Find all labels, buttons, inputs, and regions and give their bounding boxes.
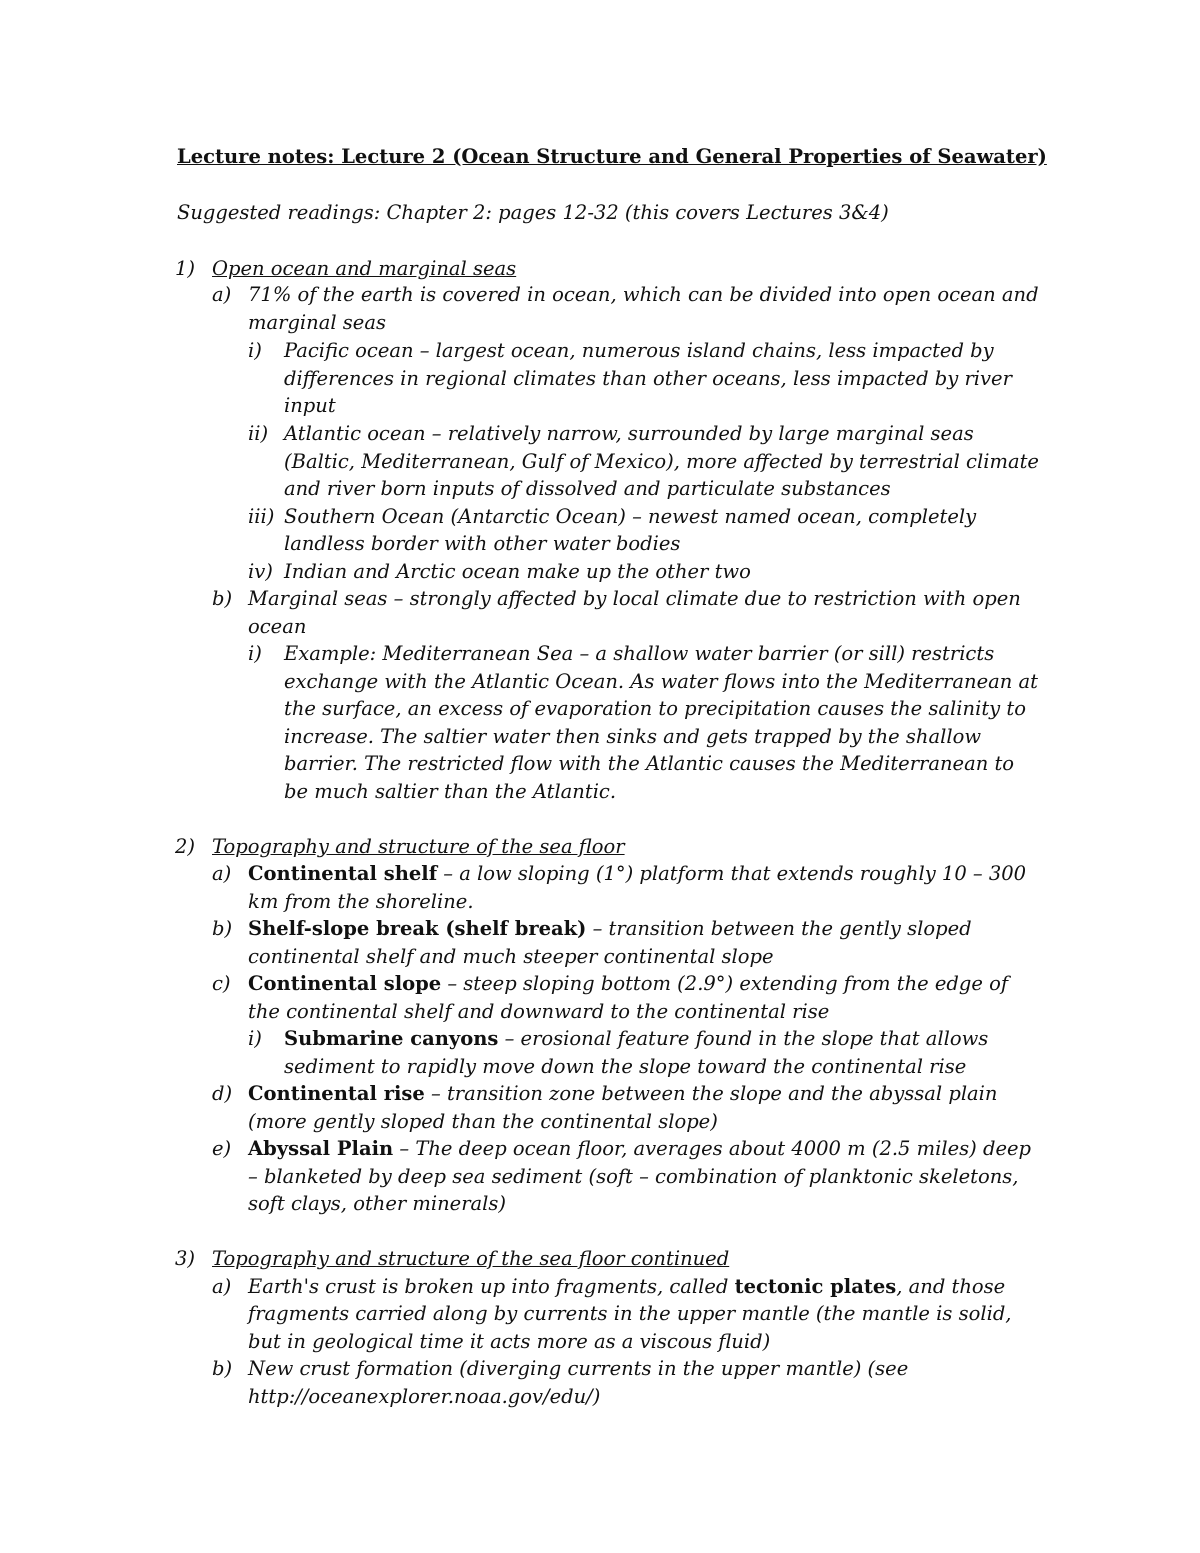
term: Abyssal Plain (248, 1137, 394, 1160)
subitem-text: the surface, an excess of evaporation to precipitation causes the salinity to (284, 697, 1026, 720)
definition: – a low sloping (1°) platform that extends roughly 10 – 300 (437, 862, 1027, 885)
page-title: Lecture notes: Lecture 2 (Ocean Structure and General Properties of Seawater) (177, 145, 1047, 168)
subitem-text: be much saltier than the Atlantic. (284, 780, 617, 803)
item-text (248, 915, 972, 943)
term: Continental slope (248, 972, 442, 995)
subitem-text: Indian and Arctic ocean make up the other two (284, 560, 751, 583)
subitem-text: (Baltic, Mediterranean, Gulf of Mexico), more affected by terrestrial climate (284, 450, 1039, 473)
section-number: 3) (175, 1247, 196, 1270)
definition: – transition zone between the slope and the abyssal plain (424, 1082, 998, 1105)
item-label: b) (212, 1357, 233, 1380)
item-text: 71% of the earth is covered in ocean, which can be divided into open ocean and (248, 283, 1039, 306)
subitem-text: and river born inputs of dissolved and particulate substances (284, 477, 891, 500)
subitem-label: ii) (248, 422, 269, 445)
text-segment: , and those (896, 1275, 1006, 1298)
item-text (248, 1135, 1031, 1163)
item-text: marginal seas (248, 311, 386, 334)
item-text: but in geological time it acts more as a viscous fluid) (248, 1330, 771, 1353)
item-text: continental shelf and much steeper continental slope (248, 945, 774, 968)
subitem-label: i) (248, 1027, 262, 1050)
section-number: 1) (175, 257, 196, 280)
definition: – steep sloping bottom (2.9°) extending from the edge of (441, 972, 1009, 995)
item-label: a) (212, 283, 232, 306)
subitem-label: iv) (248, 560, 273, 583)
subitem-label: i) (248, 339, 262, 362)
term: Continental shelf (248, 862, 438, 885)
definition: – The deep ocean floor, averages about 4000 m (2.5 miles) deep (393, 1137, 1032, 1160)
item-text: – blanketed by deep sea sediment (soft – combination of planktonic skeletons, (248, 1165, 1019, 1188)
subitem-text: input (284, 394, 336, 417)
subitem-text (284, 1025, 988, 1053)
subitem-text: landless border with other water bodies (284, 532, 681, 555)
definition: – transition between the gently sloped (586, 917, 972, 940)
subitem-label: i) (248, 642, 262, 665)
suggested-readings: Suggested readings: Chapter 2: pages 12-32 (this covers Lectures 3&4) (177, 201, 889, 224)
item-text: km from the shoreline. (248, 890, 474, 913)
subitem-text: Pacific ocean – largest ocean, numerous island chains, less impacted by (284, 339, 994, 362)
subitem-text: barrier. The restricted flow with the Atlantic causes the Mediterranean to (284, 752, 1015, 775)
definition: – erosional feature found in the slope that allows (498, 1027, 989, 1050)
item-text: Marginal seas – strongly affected by local climate due to restriction with open (248, 587, 1021, 610)
item-text (248, 860, 1026, 888)
subitem-text: Atlantic ocean – relatively narrow, surrounded by large marginal seas (284, 422, 974, 445)
item-text: fragments carried along by currents in the upper mantle (the mantle is solid, (248, 1302, 1012, 1325)
item-label: a) (212, 1275, 232, 1298)
subitem-text: Example: Mediterranean Sea – a shallow water barrier (or sill) restricts (284, 642, 995, 665)
subitem-text: increase. The saltier water then sinks and gets trapped by the shallow (284, 725, 982, 748)
item-text: the continental shelf and downward to the continental rise (248, 1000, 830, 1023)
subitem-text: exchange with the Atlantic Ocean. As water flows into the Mediterranean at (284, 670, 1038, 693)
section-heading: Open ocean and marginal seas (212, 257, 517, 280)
subitem-text: sediment to rapidly move down the slope toward the continental rise (284, 1055, 967, 1078)
term: Continental rise (248, 1082, 425, 1105)
section-heading: Topography and structure of the sea floor continued (212, 1247, 730, 1270)
item-text: soft clays, other minerals) (248, 1192, 507, 1215)
item-label: d) (212, 1082, 233, 1105)
section-heading: Topography and structure of the sea floor (212, 835, 625, 858)
item-label: e) (212, 1137, 232, 1160)
text-segment: Earth's crust is broken up into fragments, called (248, 1275, 735, 1298)
item-label: b) (212, 587, 233, 610)
subitem-label: iii) (248, 505, 275, 528)
item-text (248, 1080, 997, 1108)
subitem-text: differences in regional climates than other oceans, less impacted by river (284, 367, 1012, 390)
item-label: c) (212, 972, 231, 995)
term: Shelf-slope break (shelf break) (248, 917, 587, 940)
term: Submarine canyons (284, 1027, 499, 1050)
section-number: 2) (175, 835, 196, 858)
item-label: a) (212, 862, 232, 885)
item-text: ocean (248, 615, 307, 638)
url-text: http://oceanexplorer.noaa.gov/edu/) (248, 1385, 601, 1408)
item-text (248, 1273, 1005, 1301)
item-text: (more gently sloped than the continental slope) (248, 1110, 718, 1133)
item-text: New crust formation (diverging currents in the upper mantle) (see (248, 1357, 909, 1380)
subitem-text: Southern Ocean (Antarctic Ocean) – newest named ocean, completely (284, 505, 977, 528)
item-label: b) (212, 917, 233, 940)
term: tectonic plates (734, 1275, 897, 1298)
item-text (248, 970, 1008, 998)
